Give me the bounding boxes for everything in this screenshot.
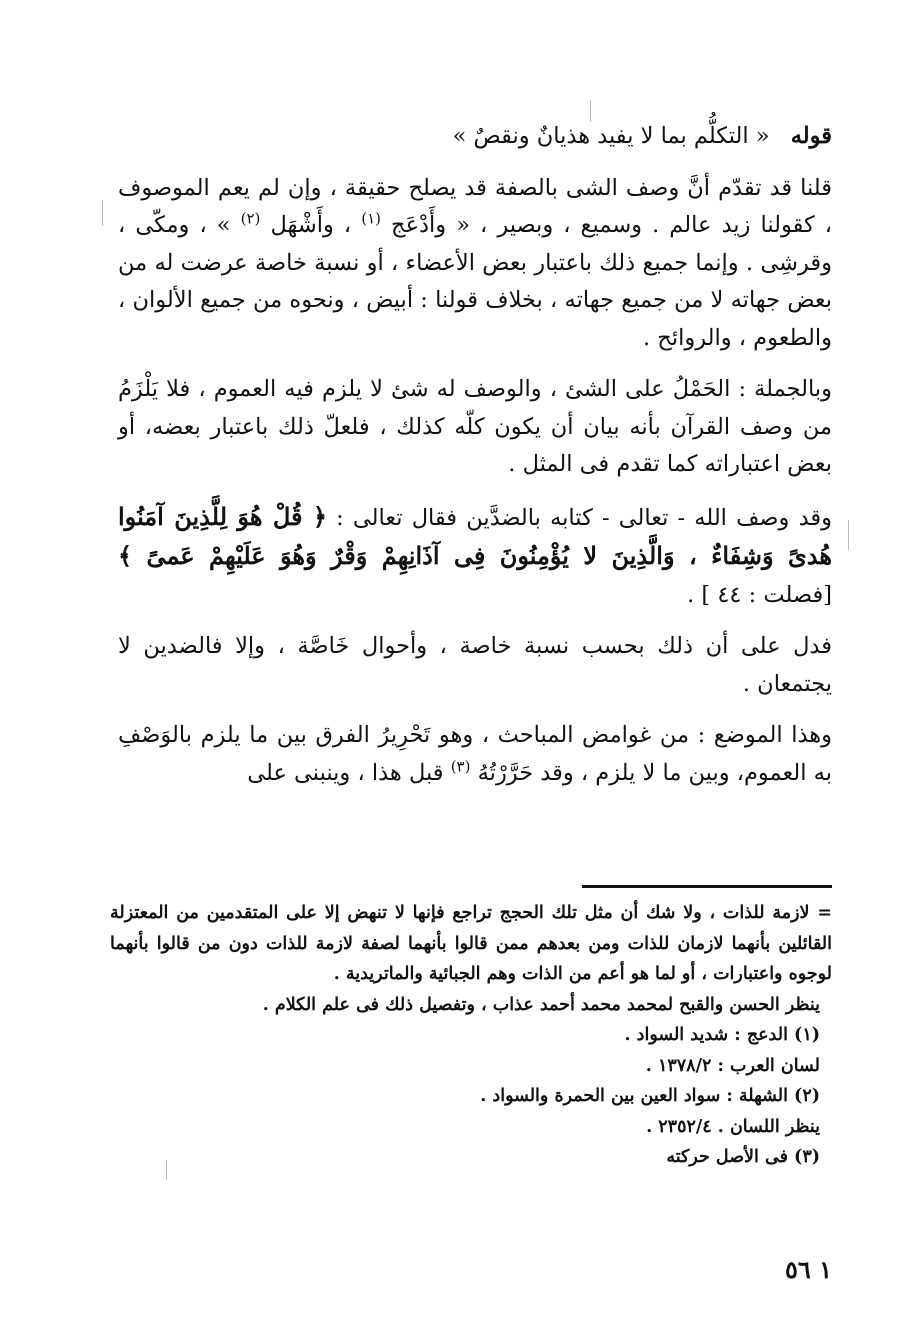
footnotes <box>110 898 832 1173</box>
verse-reference: [فصلت : ٤٤ ] . <box>687 581 832 608</box>
footnote-separator <box>582 885 832 888</box>
page-number: ١ ٥٦ <box>784 1255 832 1284</box>
footnote-2-source: ينظر اللسان . ٢٣٥٢/٤ . <box>646 1116 820 1137</box>
paragraph-5-text: وهذا الموضع : من غوامض المباحث ، وهو تَحْرِيرُ الفرق بين ما يلزم بالوَصْفِ به العموم، وبين ما لا يلزم ، وقد حَرَّرْتُهُ <box>118 722 832 786</box>
scan-artifact <box>848 520 849 550</box>
footnote-ref-3[interactable]: (٣) <box>450 757 471 775</box>
footnote-1-source: لسان العرب : ١٣٧٨/٢ . <box>645 1055 820 1076</box>
paragraph-1-text-a: قلنا قد تقدّم أنَّ وصف الشى بالصفة قد يصلح حقيقة ، وإن لم يعم الموصوف ، كقولنا زيد عالم . وسميع ، وبصير ، « وأَدْعَج <box>118 174 833 238</box>
paragraph-1 <box>118 170 832 358</box>
paragraph-1-text-b: ، وأَشْهَل <box>260 212 362 238</box>
scan-artifact <box>102 200 103 226</box>
footnote-1: (١) الدعج : شديد السواد . <box>624 1025 820 1045</box>
scan-artifact <box>166 1160 167 1180</box>
quran-verse: ﴿ قُلْ هُوَ لِلَّذِينَ آمَنُوا هُدىً وَشِفَاءٌ ، وَالَّذِينَ لا يُؤْمِنُونَ فِى آذَانِهِمْ وَقْرٌ وَهُوَ عَلَيْهِمْ عَمىً ﴾ <box>118 501 832 570</box>
paragraph-3 <box>118 498 832 615</box>
footnote-continuation: = لازمة للذات ، ولا شك أن مثل تلك الحجج تراجع فإنها لا تنهض إلا على المتقدمين من المعتزلة القائلين بأنهما لازمان للذات ومن بعدهم ممن قالوا بأنهما لصفة لازمة للذات دون من قالوا بأنهما لوجوه واعتبارات ، أو لما هو أعم من الذات وهم الجبائية والماتريدية . <box>110 903 832 984</box>
footnote-reference-line: ينظر الحسن والقبح لمحمد محمد أحمد عذاب ، وتفصيل ذلك فى علم الكلام . <box>262 994 820 1015</box>
paragraph-5-tail: قبل هذا ، وينبنى على <box>247 759 451 786</box>
paragraph-3-intro: وقد وصف الله - تعالى - كتابه بالضدَّين فقال تعالى : <box>326 504 832 531</box>
footnote-2: (٢) الشهلة : سواد العين بين الحمرة والسواد . <box>480 1086 820 1106</box>
heading-lead: قوله <box>790 123 832 149</box>
scan-artifact <box>590 100 591 122</box>
paragraph-2: وبالجملة : الحَمْلُ على الشئ ، والوصف له شئ لا يلزم فيه العموم ، فلا يَلْزَمُ من وصف القرآن بأنه بيان أن يكون كلّه كذلك ، فلعلّ ذلك باعتبار بعضه، أو بعض اعتباراته كما تقدم فى المثل . <box>118 376 832 477</box>
paragraph-4: فدل على أن ذلك بحسب نسبة خاصة ، وأحوال خَاصَّة ، وإلا فالضدين لا يجتمعان . <box>118 633 832 697</box>
paragraph-5 <box>118 717 832 792</box>
paragraph-1-text-c: » ، ومكّى ، وقرشِى . وإنما جميع ذلك باعتبار بعض الأعضاء ، أو نسبة خاصة عرضت له من بعض جهاته لا من جميع جهاته ، بخلاف قولنا : أبيض ، ونحوه من جميع الألوان ، والطعوم ، والروائح . <box>118 212 832 351</box>
main-text <box>118 118 832 806</box>
heading-line <box>118 118 832 156</box>
heading-quote: « التكلُّم بما لا يفيد هذيانٌ ونقصٌ » <box>452 123 770 149</box>
footnote-ref-2[interactable]: (٢) <box>240 209 261 228</box>
footnote-ref-1[interactable]: (١) <box>361 209 381 228</box>
footnote-3: (٣) فى الأصل حركته <box>666 1147 820 1167</box>
